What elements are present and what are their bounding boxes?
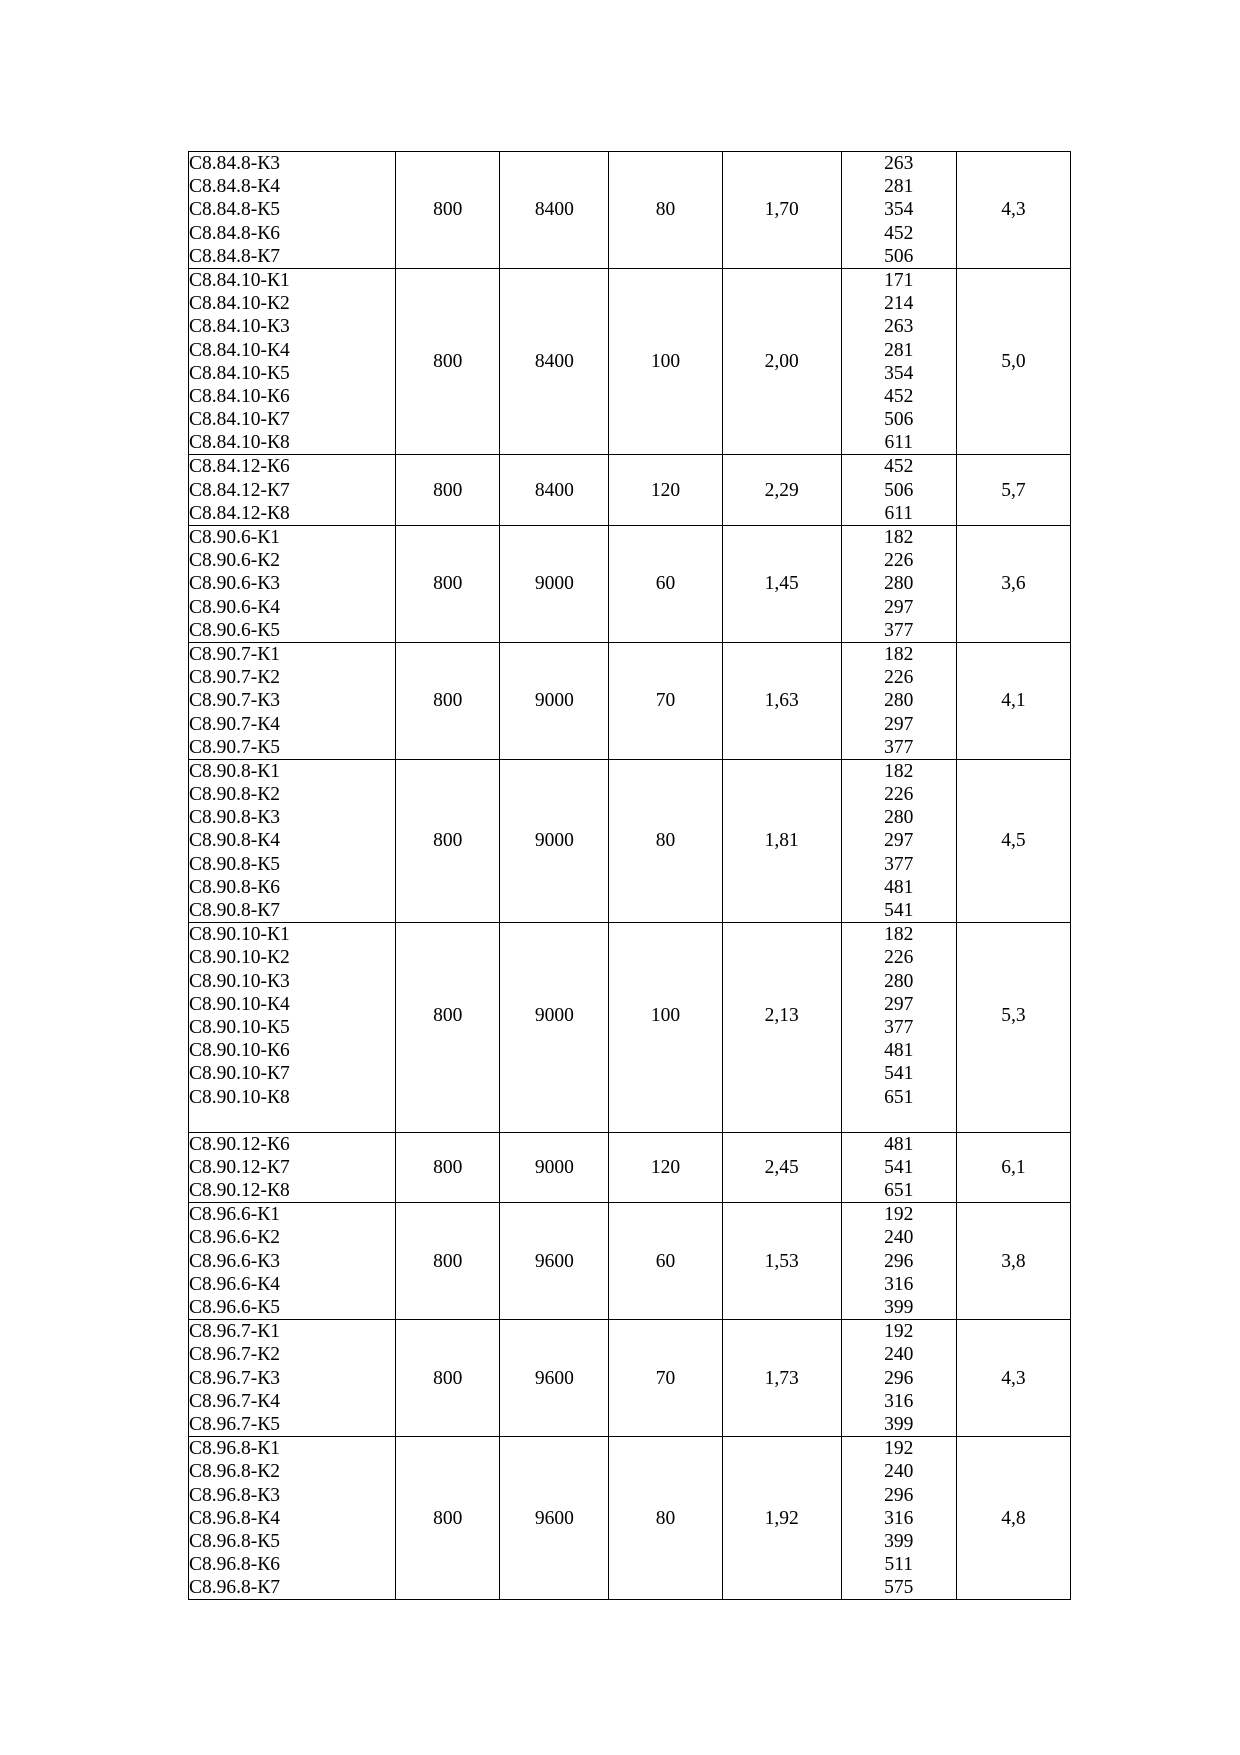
mark-label: С8.84.8-К6 [189, 222, 281, 244]
loads-cell [841, 152, 956, 269]
mass-cell: 5,7 [956, 455, 1070, 526]
length-cell: 9600 [500, 1320, 609, 1437]
load-value: 377 [884, 619, 914, 641]
load-value: 263 [884, 316, 914, 338]
loads-cell [841, 1320, 956, 1437]
mark-label: С8.96.8-К4 [189, 1507, 281, 1529]
mark-cell [189, 1132, 396, 1203]
table-row [189, 526, 1071, 643]
height-cell: 80 [609, 759, 722, 922]
mass-cell: 3,6 [956, 526, 1070, 643]
height-cell: 80 [609, 1437, 722, 1600]
mark-label: С8.84.10-К3 [189, 316, 290, 338]
volume-cell: 1,70 [722, 152, 841, 269]
mass-cell: 6,1 [956, 1132, 1070, 1203]
load-value: 297 [884, 993, 914, 1015]
load-value: 192 [884, 1204, 914, 1226]
mark-label: С8.84.10-К4 [189, 339, 290, 361]
width-cell: 800 [396, 268, 500, 455]
mark-label: С8.84.12-К6 [189, 456, 290, 478]
volume-cell: 1,73 [722, 1320, 841, 1437]
load-value: 280 [884, 970, 914, 992]
mark-cell [189, 455, 396, 526]
mark-label: С8.96.8-К6 [189, 1554, 281, 1576]
mark-label: С8.96.8-К3 [189, 1484, 281, 1506]
width-cell: 800 [396, 923, 500, 1133]
height-cell: 60 [609, 1203, 722, 1320]
mark-label: С8.90.7-К5 [189, 736, 281, 758]
length-cell: 9000 [500, 642, 609, 759]
mark-label: С8.96.6-К1 [189, 1204, 281, 1226]
width-cell: 800 [396, 152, 500, 269]
table-row [189, 759, 1071, 922]
mark-label: С8.84.10-К5 [189, 362, 290, 384]
loads-cell [841, 1132, 956, 1203]
width-cell: 800 [396, 455, 500, 526]
mark-label: С8.90.6-К2 [189, 550, 281, 572]
table-row [189, 455, 1071, 526]
volume-cell: 1,53 [722, 1203, 841, 1320]
height-cell: 80 [609, 152, 722, 269]
table-row [189, 923, 1071, 1133]
mass-cell: 5,3 [956, 923, 1070, 1133]
loads-cell [841, 268, 956, 455]
mark-label: С8.90.6-К1 [189, 527, 281, 548]
mark-label: С8.96.6-К3 [189, 1250, 281, 1272]
load-value: 297 [884, 830, 914, 852]
load-value: 377 [884, 1016, 914, 1038]
mark-label: С8.84.10-К7 [189, 409, 290, 431]
mark-label: С8.84.8-К3 [189, 153, 281, 174]
load-value: 506 [884, 409, 914, 431]
volume-cell: 2,00 [722, 268, 841, 455]
load-value: 192 [884, 1321, 914, 1343]
length-cell: 9000 [500, 526, 609, 643]
mark-label: С8.90.12-К8 [189, 1180, 290, 1202]
mark-cell [189, 642, 396, 759]
load-value: 280 [884, 573, 914, 595]
load-value: 511 [884, 1554, 914, 1576]
load-value: 182 [884, 527, 914, 548]
volume-cell: 1,45 [722, 526, 841, 643]
load-value: 651 [884, 1180, 914, 1202]
mark-label: С8.84.12-К7 [189, 479, 290, 501]
mark-label: С8.90.10-К1 [189, 924, 290, 946]
mark-label: С8.90.10-К8 [189, 1086, 290, 1108]
volume-cell: 1,81 [722, 759, 841, 922]
mass-cell: 4,3 [956, 152, 1070, 269]
width-cell: 800 [396, 526, 500, 643]
table-row [189, 1320, 1071, 1437]
mark-cell [189, 152, 396, 269]
length-cell: 9000 [500, 923, 609, 1133]
mark-cell [189, 759, 396, 922]
load-value: 354 [884, 199, 914, 221]
width-cell: 800 [396, 642, 500, 759]
mark-label: С8.84.8-К4 [189, 176, 281, 198]
load-value: 226 [884, 947, 914, 969]
load-value: 481 [884, 1133, 914, 1155]
mark-label: С8.90.10-К5 [189, 1016, 290, 1038]
mark-label: С8.90.12-К6 [189, 1133, 290, 1155]
width-cell: 800 [396, 1320, 500, 1437]
loads-cell [841, 642, 956, 759]
load-value: 240 [884, 1227, 914, 1249]
load-value: 611 [884, 502, 914, 524]
mark-label: С8.90.8-К4 [189, 830, 281, 852]
height-cell: 120 [609, 455, 722, 526]
load-value: 316 [884, 1273, 914, 1295]
height-cell: 70 [609, 642, 722, 759]
mark-cell [189, 1437, 396, 1600]
mark-label: С8.96.8-К7 [189, 1577, 281, 1599]
load-value: 263 [884, 153, 914, 174]
width-cell: 800 [396, 1437, 500, 1600]
loads-cell [841, 526, 956, 643]
mark-label: С8.96.7-К2 [189, 1344, 281, 1366]
load-value: 296 [884, 1484, 914, 1506]
table-row [189, 1132, 1071, 1203]
width-cell: 800 [396, 1203, 500, 1320]
mark-cell [189, 923, 396, 1133]
load-value: 481 [884, 876, 914, 898]
load-value: 226 [884, 784, 914, 806]
load-value: 481 [884, 1040, 914, 1062]
load-value: 297 [884, 596, 914, 618]
mark-label: С8.84.10-К2 [189, 293, 290, 315]
load-value: 182 [884, 924, 914, 946]
volume-cell: 2,29 [722, 455, 841, 526]
load-value: 281 [884, 339, 914, 361]
mark-label: С8.90.8-К1 [189, 760, 281, 782]
mark-label: С8.90.8-К7 [189, 900, 281, 921]
loads-cell [841, 1203, 956, 1320]
table-row [189, 268, 1071, 455]
length-cell: 8400 [500, 455, 609, 526]
load-value: 377 [884, 853, 914, 875]
mark-label: С8.84.10-К8 [189, 432, 290, 454]
volume-cell: 1,92 [722, 1437, 841, 1600]
load-value: 182 [884, 760, 914, 782]
volume-cell: 2,13 [722, 923, 841, 1133]
mark-label: С8.90.12-К7 [189, 1156, 290, 1178]
height-cell: 70 [609, 1320, 722, 1437]
mass-cell: 4,1 [956, 642, 1070, 759]
load-value: 226 [884, 550, 914, 572]
mark-label: С8.96.6-К5 [189, 1297, 281, 1318]
load-value: 651 [884, 1086, 914, 1108]
load-value: 354 [884, 362, 914, 384]
mark-label: С8.96.7-К1 [189, 1321, 281, 1343]
mark-cell [189, 268, 396, 455]
load-value: 541 [884, 1156, 914, 1178]
load-value: 506 [884, 479, 914, 501]
height-cell: 120 [609, 1132, 722, 1203]
length-cell: 9000 [500, 759, 609, 922]
load-value: 297 [884, 713, 914, 735]
load-value: 240 [884, 1344, 914, 1366]
load-value: 399 [884, 1413, 914, 1435]
mark-label: С8.84.10-К1 [189, 269, 290, 291]
mark-label: С8.96.6-К2 [189, 1227, 281, 1249]
load-value: 399 [884, 1530, 914, 1552]
mark-label: С8.84.8-К5 [189, 199, 281, 221]
mark-label: С8.84.10-К6 [189, 385, 290, 407]
load-value: 316 [884, 1507, 914, 1529]
mass-cell: 4,8 [956, 1437, 1070, 1600]
spec-table-body [189, 152, 1071, 1600]
load-value: 296 [884, 1250, 914, 1272]
mark-label: С8.84.8-К7 [189, 245, 281, 267]
table-row [189, 1203, 1071, 1320]
mass-cell: 4,5 [956, 759, 1070, 922]
load-value: 192 [884, 1438, 914, 1460]
spec-table [188, 151, 1071, 1600]
mark-label: С8.90.6-К5 [189, 619, 281, 641]
mass-cell: 5,0 [956, 268, 1070, 455]
mark-label: С8.96.7-К4 [189, 1390, 281, 1412]
length-cell: 9600 [500, 1203, 609, 1320]
load-value: 611 [884, 432, 914, 454]
mark-label: С8.96.7-К5 [189, 1413, 281, 1435]
load-value: 399 [884, 1297, 914, 1318]
load-value: 575 [884, 1577, 914, 1599]
mark-label: С8.90.10-К6 [189, 1040, 290, 1062]
table-row [189, 152, 1071, 269]
width-cell: 800 [396, 1132, 500, 1203]
load-value: 452 [884, 222, 914, 244]
mass-cell: 3,8 [956, 1203, 1070, 1320]
load-value: 280 [884, 807, 914, 829]
mark-cell [189, 526, 396, 643]
mark-label: С8.90.10-К7 [189, 1063, 290, 1085]
load-value: 316 [884, 1390, 914, 1412]
mark-label: С8.90.6-К3 [189, 573, 281, 595]
load-value: 541 [884, 1063, 914, 1085]
length-cell: 9000 [500, 1132, 609, 1203]
load-value: 281 [884, 176, 914, 198]
mark-label: С8.90.8-К2 [189, 784, 281, 806]
mark-label: С8.90.10-К2 [189, 947, 290, 969]
mark-label: С8.90.10-К4 [189, 993, 290, 1015]
mark-label: С8.96.8-К5 [189, 1530, 281, 1552]
load-value: 452 [884, 456, 914, 478]
load-value: 506 [884, 245, 914, 267]
mark-label: С8.90.7-К2 [189, 667, 281, 689]
mark-label: С8.96.8-К1 [189, 1438, 281, 1460]
load-value: 240 [884, 1461, 914, 1483]
mark-label: С8.90.7-К3 [189, 690, 281, 712]
load-value: 214 [884, 293, 914, 315]
load-value: 226 [884, 667, 914, 689]
height-cell: 100 [609, 923, 722, 1133]
mark-label: С8.90.8-К5 [189, 853, 281, 875]
load-value: 452 [884, 385, 914, 407]
volume-cell: 1,63 [722, 642, 841, 759]
mark-label: С8.90.8-К3 [189, 807, 281, 829]
length-cell: 9600 [500, 1437, 609, 1600]
table-row [189, 642, 1071, 759]
mark-label: С8.96.8-К2 [189, 1461, 281, 1483]
mark-label: С8.90.7-К4 [189, 713, 281, 735]
load-value: 377 [884, 736, 914, 758]
mass-cell: 4,3 [956, 1320, 1070, 1437]
width-cell: 800 [396, 759, 500, 922]
mark-cell [189, 1320, 396, 1437]
height-cell: 60 [609, 526, 722, 643]
load-value: 296 [884, 1367, 914, 1389]
mark-label: С8.90.6-К4 [189, 596, 281, 618]
mark-label: С8.84.12-К8 [189, 502, 290, 524]
mark-label: С8.90.10-К3 [189, 970, 290, 992]
length-cell: 8400 [500, 268, 609, 455]
mark-label: С8.96.7-К3 [189, 1367, 281, 1389]
loads-cell [841, 455, 956, 526]
mark-label: С8.96.6-К4 [189, 1273, 281, 1295]
length-cell: 8400 [500, 152, 609, 269]
load-value: 171 [884, 269, 914, 291]
loads-cell [841, 759, 956, 922]
mark-label: С8.90.8-К6 [189, 876, 281, 898]
loads-cell [841, 923, 956, 1133]
load-value: 280 [884, 690, 914, 712]
load-value: 541 [884, 900, 914, 921]
table-row [189, 1437, 1071, 1600]
mark-label: С8.90.7-К1 [189, 643, 281, 665]
load-value: 182 [884, 643, 914, 665]
loads-cell [841, 1437, 956, 1600]
height-cell: 100 [609, 268, 722, 455]
mark-cell [189, 1203, 396, 1320]
volume-cell: 2,45 [722, 1132, 841, 1203]
